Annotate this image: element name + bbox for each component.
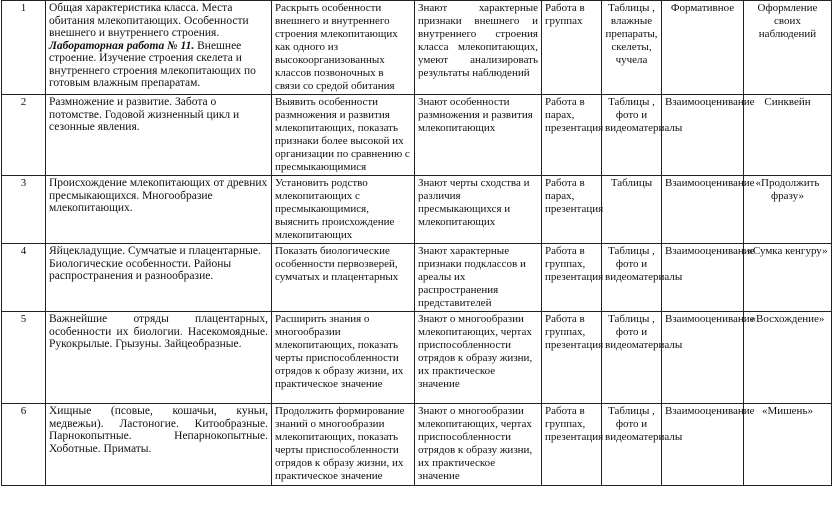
resources-cell: Таблицы xyxy=(602,176,662,244)
row-number: 4 xyxy=(2,244,46,312)
goal-cell: Показать биологические особенности первозверей, сумчатых и плацентарных xyxy=(272,244,415,312)
form-cell: Работа в группах xyxy=(542,1,602,95)
resources-cell: Таблицы , влажные препараты, скелеты, чучела xyxy=(602,1,662,95)
result-cell: Знают особенности размножения и развития млекопитающих xyxy=(415,95,542,176)
assessment-cell: Взаимооценивание xyxy=(662,176,744,244)
resources-cell: Таблицы , фото и видеоматериалы xyxy=(602,95,662,176)
reflection-cell: Синквейн xyxy=(744,95,832,176)
result-cell: Знают характерные признаки подклассов и ареалы их распространения представителей xyxy=(415,244,542,312)
assessment-cell: Взаимооценивание xyxy=(662,95,744,176)
table-row xyxy=(2,244,832,312)
reflection-cell: «Сумка кенгуру» xyxy=(744,244,832,312)
lab-work-title: Лабораторная работа № 11. xyxy=(49,39,195,52)
goal-cell: Раскрыть особенности внешнего и внутреннего строения млекопитающих как одного из высокоорганизованных классов позвоночных в связи со средой обитания xyxy=(272,1,415,95)
topic-cell: Размножение и развитие. Забота о потомстве. Годовой жизненный цикл и сезонные явления. xyxy=(46,95,272,176)
assessment-cell: Взаимооценивание xyxy=(662,404,744,486)
topic-cell: Яйцекладущие. Сумчатые и плацентарные. Биологические особенности. Районы распространения и разнообразие. xyxy=(46,244,272,312)
topic-cell: Важнейшие отряды плацентарных, особенности их биологии. Насекомоядные. Рукокрылые. Грызуны. Зайцеобразные. xyxy=(46,312,272,404)
result-cell: Знают черты сходства и различия пресмыкающихся и млекопитающих xyxy=(415,176,542,244)
resources-cell: Таблицы , фото и видеоматериалы xyxy=(602,404,662,486)
result-cell: Знают о многообразии млекопитающих, чертах приспособленности отрядов к образу жизни, их практическое значение xyxy=(415,404,542,486)
table-row xyxy=(2,176,832,244)
reflection-cell: Оформление своих наблюдений xyxy=(744,1,832,95)
reflection-cell: «Продолжить фразу» xyxy=(744,176,832,244)
form-cell: Работа в группах, презентация xyxy=(542,312,602,404)
form-cell: Работа в группах, презентация xyxy=(542,404,602,486)
form-cell: Работа в парах, презентация xyxy=(542,95,602,176)
result-cell: Знают характерные признаки внешнего и внутреннего строения класса млекопитающих, умеют анализировать результаты наблюдений xyxy=(415,1,542,95)
row-number: 1 xyxy=(2,1,46,95)
assessment-cell: Формативное xyxy=(662,1,744,95)
result-cell: Знают о многообразии млекопитающих, чертах приспособленности отрядов к образу жизни, их практическое значение xyxy=(415,312,542,404)
table-row xyxy=(2,312,832,404)
topic-cell: Хищные (псовые, кошачьи, куньи, медвежьи). Ластоногие. Китообразные. Парнокопытные. Непарнокопытные. Хоботные. Приматы. xyxy=(46,404,272,486)
reflection-cell: «Мишень» xyxy=(744,404,832,486)
goal-cell: Продолжить формирование знаний о многообразии млекопитающих, показать черты приспособленности отрядов к образу жизни, их практическое значение xyxy=(272,404,415,486)
topic-cell: Происхождение млекопитающих от древних пресмыкающихся. Многообразие млекопитающих. xyxy=(46,176,272,244)
row-number: 6 xyxy=(2,404,46,486)
goal-cell: Установить родство млекопитающих с пресмыкающимися, выяснить происхождение млекопитающих xyxy=(272,176,415,244)
form-cell: Работа в парах, презентация xyxy=(542,176,602,244)
reflection-cell: «Восхождение» xyxy=(744,312,832,404)
topic-text-continued: Внешнее строение. Изучение строения скелета и внутреннего строения млекопитающих по готовым влажным препаратам. xyxy=(49,39,256,89)
resources-cell: Таблицы , фото и видеоматериалы xyxy=(602,312,662,404)
table-row xyxy=(2,404,832,486)
topic-text: Общая характеристика класса. Места обитания млекопитающих. Особенности внешнего и внутреннего строения. xyxy=(49,2,249,39)
resources-cell: Таблицы , фото и видеоматериалы xyxy=(602,244,662,312)
row-number: 5 xyxy=(2,312,46,404)
assessment-cell: Взаимооценивание xyxy=(662,312,744,404)
goal-cell: Расширить знания о многообразии млекопитающих, показать черты приспособленности отрядов к образу жизни, их практическое значение xyxy=(272,312,415,404)
topic-cell xyxy=(46,1,272,95)
table-row xyxy=(2,1,832,95)
form-cell: Работа в группах, презентация xyxy=(542,244,602,312)
assessment-cell: Взаимооценивание xyxy=(662,244,744,312)
goal-cell: Выявить особенности размножения и развития млекопитающих, показать признаки более высокой их организации по сравнению с пресмыкающимися xyxy=(272,95,415,176)
lesson-plan-table xyxy=(1,0,832,486)
table-row xyxy=(2,95,832,176)
row-number: 2 xyxy=(2,95,46,176)
row-number: 3 xyxy=(2,176,46,244)
